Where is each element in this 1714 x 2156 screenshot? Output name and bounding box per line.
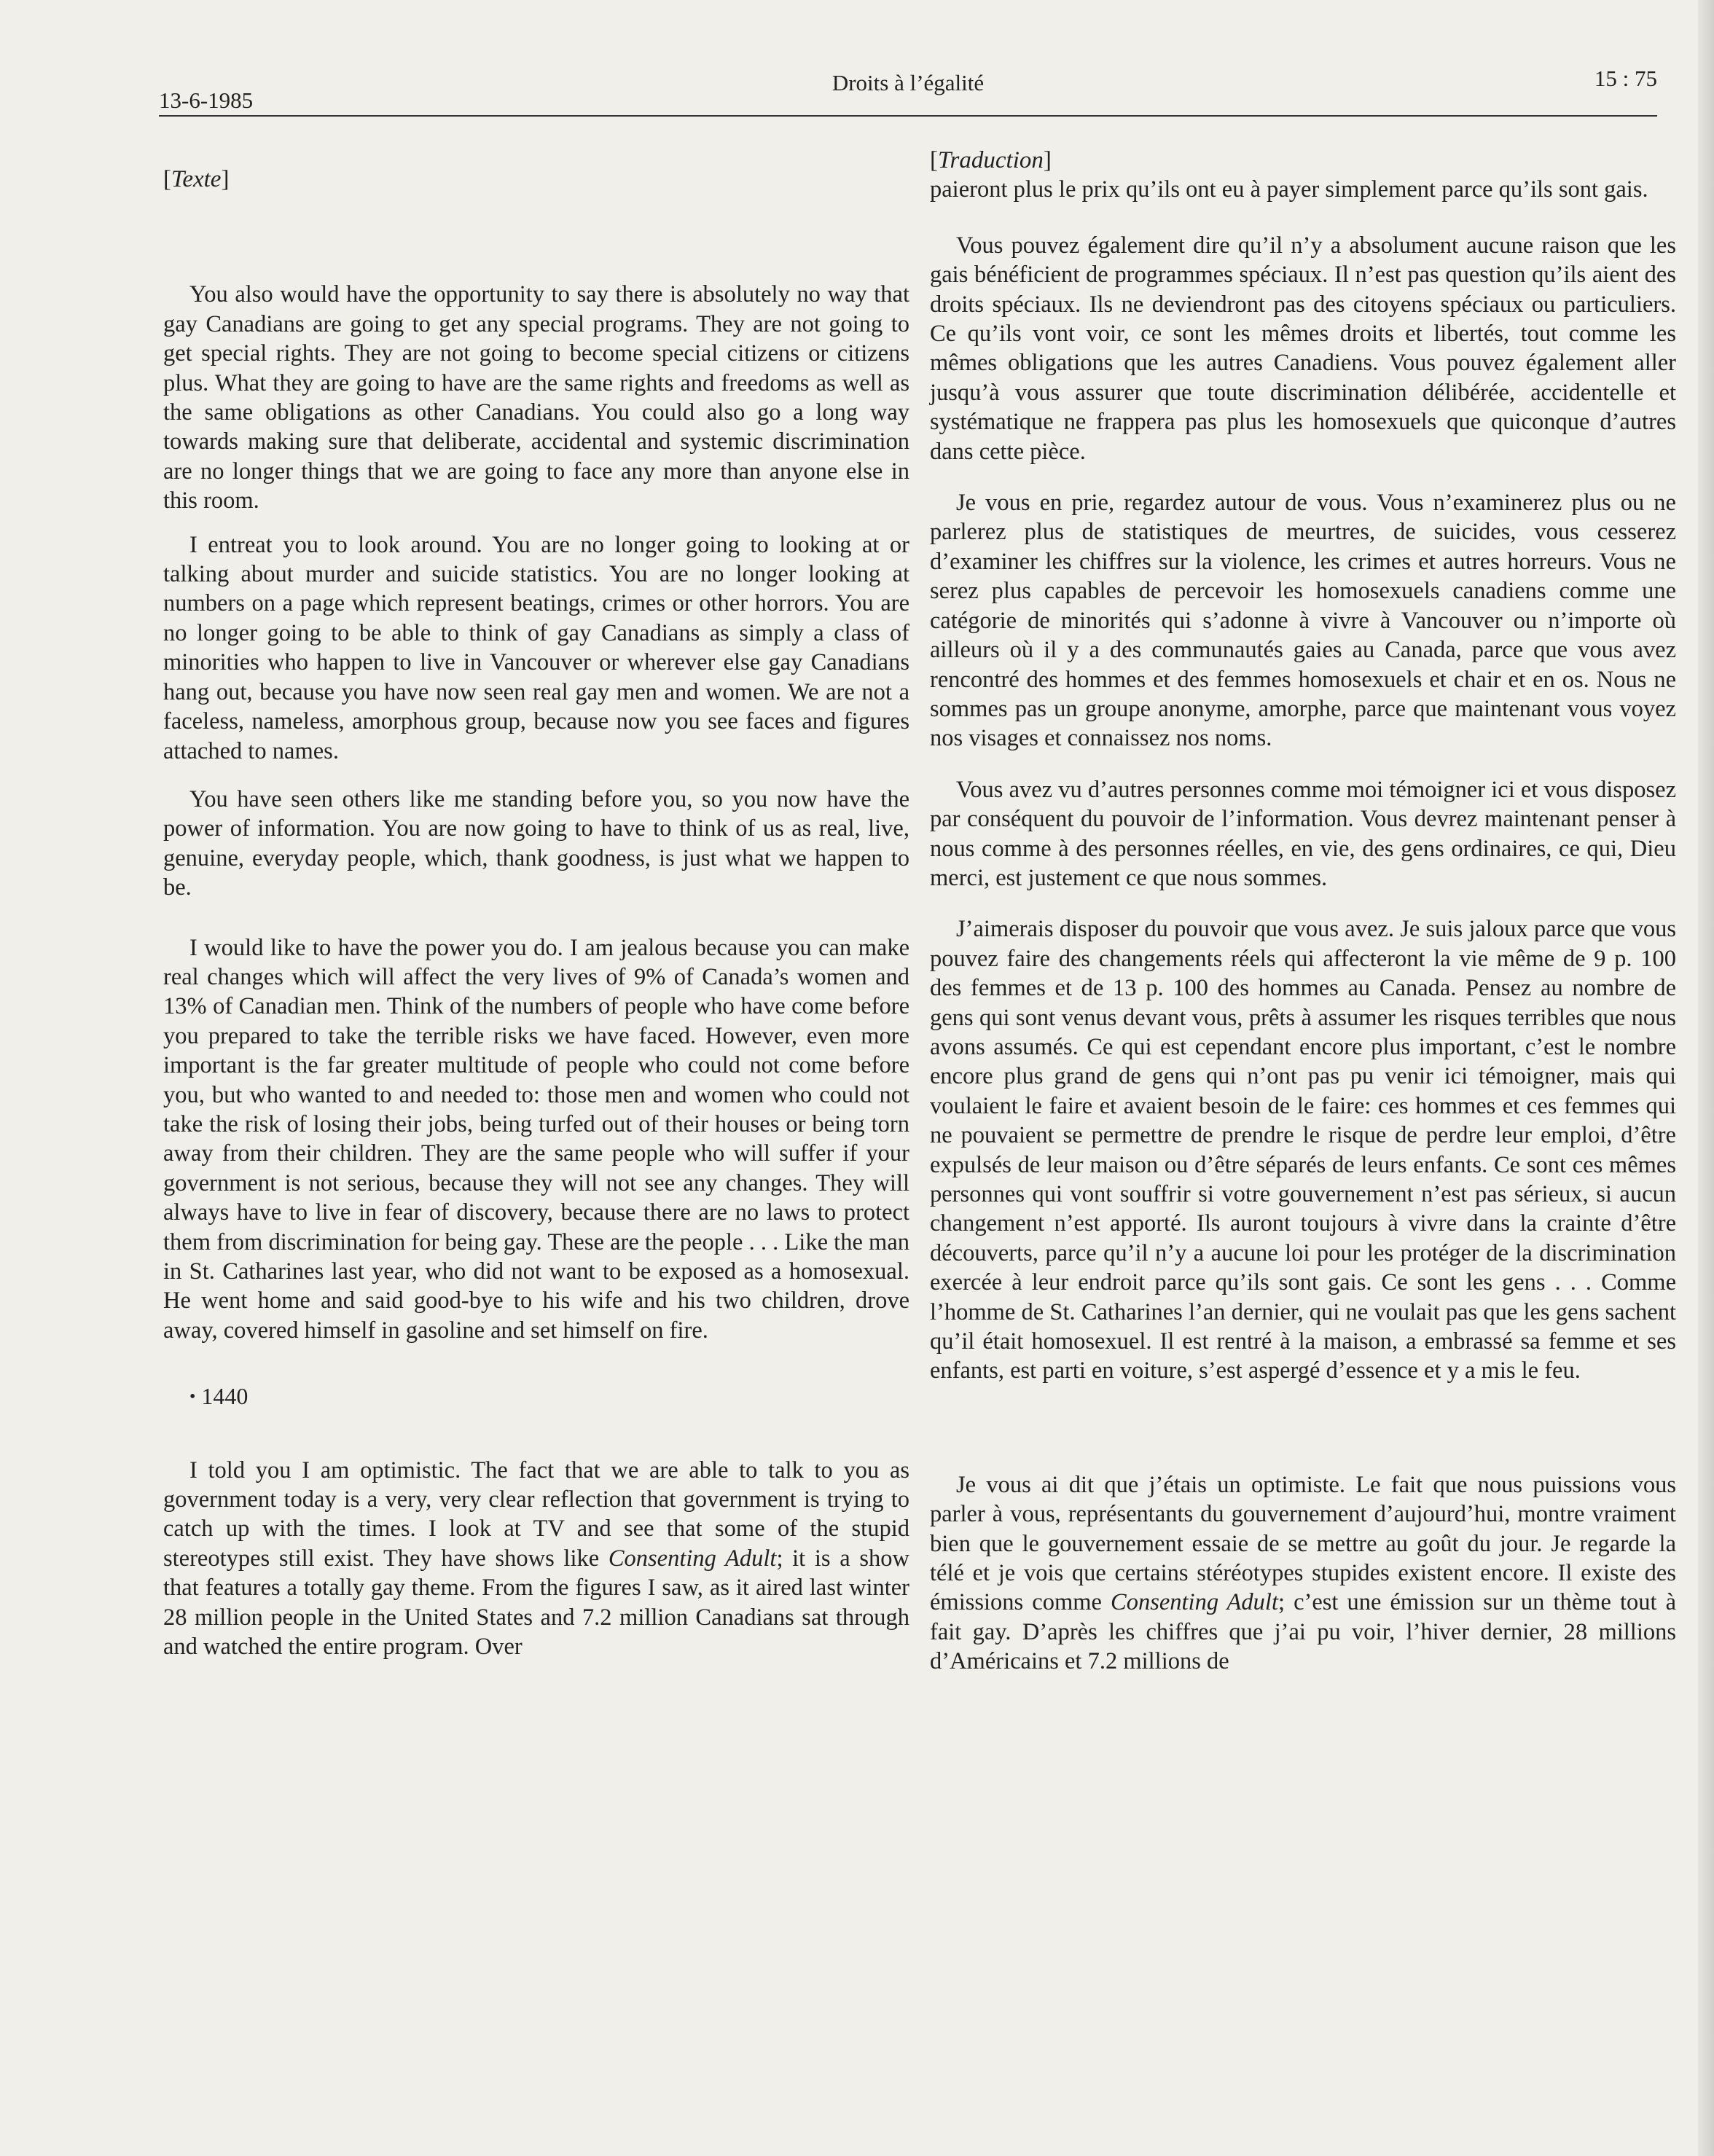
bullet-icon: • xyxy=(189,1387,196,1407)
french-paragraph-5: Je vous ai dit que j’étais un optimiste. Le fait que nous puissions vous parler à vous, représentants du gouvernement d’aujourd’hui, montre vraiment bien que le gouvernement essaie de se mettre au goût du jour. Je regarde la télé et je vois que certains stéréotypes stupides existent encore. Il existe des émissions comme Consenting Adult; c’est une émission sur un thème tout à fait gay. D’après les chiffres que j’ai pu voir, l’hiver dernier, 28 millions d’Américains et 7.2 millions de xyxy=(930,1471,1676,1675)
english-paragraph-2: I entreat you to look around. You are no longer going to looking at or talking about murder and suicide statistics. You are no longer looking at numbers on a page which represent beatings, crimes or other horrors. You are no longer going to be able to think of gay Canadians as simply a class of minorities who happen to live in Vancouver or wherever else gay Canadians hang out, because you have now seen real gay men and women. We are not a faceless, nameless, amorphous group, because now you see faces and figures attached to names. xyxy=(163,531,909,764)
header-date: 13-6-1985 xyxy=(159,87,254,113)
page-spine-edge xyxy=(1698,0,1714,2156)
traduction-label: [Traduction] xyxy=(930,147,1052,173)
show-title-fr: Consenting Adult xyxy=(1111,1589,1278,1616)
show-title: Consenting Adult xyxy=(608,1545,777,1572)
texte-label: [Texte] xyxy=(163,166,230,192)
french-paragraph-3: Vous avez vu d’autres personnes comme moi témoigner ici et vous disposez par conséquent du pouvoir de l’information. Vous devrez maintenant penser à nous comme à des personnes réelles, en vie, des gens ordinaires, ce qui, Dieu merci, est justement ce que nous sommes. xyxy=(930,776,1676,891)
time-marker xyxy=(163,1381,909,1411)
english-paragraph-3: You have seen others like me standing before you, so you now have the power of information. You are now going to have to think of us as real, live, genuine, everyday people, which, thank goodness, is just what we happen to be. xyxy=(163,785,909,901)
traduction-label-text: Traduction xyxy=(938,147,1044,173)
french-paragraph-1: Vous pouvez également dire qu’il n’y a absolument aucune raison que les gais bénéficient de programmes spéciaux. Il n’est pas question qu’ils aient des droits spéciaux. Ils ne deviendront pas des citoyens spéciaux ou particuliers. Ce qu’ils vont voir, ce sont les mêmes droits et libertés, tout comme les mêmes obligations que les autres Canadiens. Vous pouvez également aller jusqu’à vous assurer que toute discrimination délibérée, accidentelle et systématique ne frappera pas plus les homosexuels que quiconque d’autres dans cette pièce. xyxy=(930,232,1676,465)
french-column xyxy=(930,146,1676,1677)
time-marker-value: 1440 xyxy=(201,1383,249,1410)
french-paragraph-4: J’aimerais disposer du pouvoir que vous avez. Je suis jaloux parce que vous pouvez faire des changements réels qui affecteront la vie même de 9 p. 100 des femmes et de 13 p. 100 des hommes au Canada. Pensez au nombre de gens qui sont venus devant vous, prêts à assumer les risques terribles que nous avons assumés. Ce qui est cependant encore plus important, c’est le nombre encore plus grand de gens qui n’ont pas pu venir ici témoigner, mais qui voulaient le faire et avaient besoin de le faire: ces hommes et ces femmes qui ne pouvaient se permettre de prendre le risque de perdre leur emploi, d’être expulsés de leur maison ou d’être séparés de leurs enfants. Ce sont ces mêmes personnes qui vont souffrir si votre gouvernement n’est pas sérieux, si aucun changement n’est apporté. Ils auront toujours à vivre dans la crainte d’être découverts, parce qu’il n’y a aucune loi pour les protéger de la discrimination exercée à leur endroit parce qu’ils sont gais. Ce sont les gens . . . Comme l’homme de St. Catharines l’an dernier, qui ne voulait pas que les gens sachent qu’il était homosexuel. Il est rentré à la maison, a embrassé sa femme et ses enfants, est parti en voiture, s’est aspergé d’essence et y a mis le feu. xyxy=(930,916,1676,1384)
header-title: Droits à l’égalité xyxy=(831,70,985,95)
running-header xyxy=(159,66,1657,117)
english-paragraph-4: I would like to have the power you do. I am jealous because you can make real changes which will affect the very lives of 9% of Canada’s women and 13% of Canadian men. Think of the numbers of people who have come before you prepared to take the terrible risks we have faced. However, even more important is the far greater multitude of people who could not come before you, but who wanted to and needed to: those men and women who could not take the risk of losing their jobs, being turfed out of their houses or being torn away from their children. They are the same people who will suffer if your government is not serious, because they will not see any changes. They will always have to live in fear of discovery, because there are no laws to protect them from discrimination for being gay. These are the people . . . Like the man in St. Catharines last year, who did not want to be exposed as a homosexual. He went home and said good-bye to his wife and his two children, drove away, covered himself in gasoline and set himself on fire. xyxy=(163,934,909,1344)
texte-label-text: Texte xyxy=(171,166,222,192)
header-page-number: 15 : 75 xyxy=(1594,66,1657,91)
english-paragraph-5: I told you I am optimistic. The fact that we are able to talk to you as government today is a very, very clear reflection that government is trying to catch up with the times. I look at TV and see that some of the stupid stereotypes still exist. They have shows like Consenting Adult; it is a show that features a totally gay theme. From the figures I saw, as it aired last winter 28 million people in the United States and 7.2 million Canadians sat through and watched the entire program. Over xyxy=(163,1457,910,1661)
french-paragraph-2: Je vous en prie, regardez autour de vous. Vous n’examinerez plus ou ne parlerez plus de statistiques de meurtres, de suicides, vous cesserez d’examiner les chiffres sur la violence, les crimes et autres horreurs. Vous ne serez plus capables de percevoir les homosexuels canadiens comme une catégorie de minorités qui s’adonne à vivre à Vancouver ou n’importe où ailleurs où il y a des communautés gaies au Canada, parce que vous avez rencontré des hommes et des femmes homosexuels et chair et en os. Nous ne sommes pas un groupe anonyme, amorphe, parce que maintenant vous voyez nos visages et connaissez nos noms. xyxy=(930,490,1676,752)
french-paragraph-0: paieront plus le prix qu’ils ont eu à payer simplement parce qu’ils sont gais. xyxy=(930,176,1648,203)
english-paragraph-1: You also would have the opportunity to say there is absolutely no way that gay Canadians are going to get any special programs. They are not going to get special rights. They are not going to become special citizens or citizens plus. What they are going to have are the same rights and freedoms as well as the same obligations as other Canadians. You could also go a long way towards making sure that deliberate, accidental and systemic discrimination are no longer things that we are going to face any more than anyone else in this room. xyxy=(163,281,909,514)
english-column xyxy=(163,146,909,1661)
